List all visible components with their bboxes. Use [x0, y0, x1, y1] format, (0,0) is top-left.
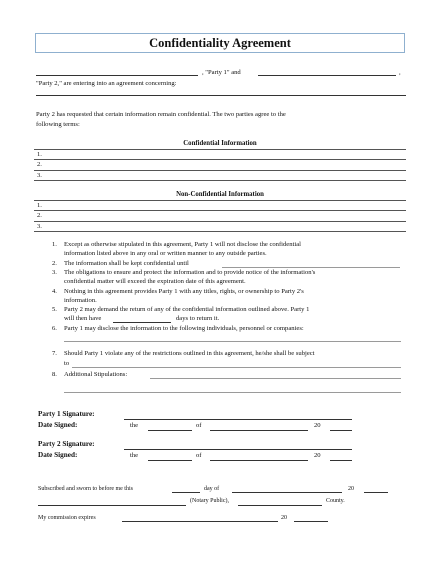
table-row-line	[34, 221, 406, 222]
subscribed-text: Subscribed and sworn to before me this	[38, 486, 133, 492]
paragraph-line1: Party 2 has requested that certain information remain confidential. The two parties agree to the	[36, 111, 286, 118]
until-date-line[interactable]	[222, 267, 400, 268]
conf-row-1[interactable]: 1.	[37, 151, 42, 158]
term-number: 2.	[52, 260, 57, 267]
term-number: 5.	[52, 306, 57, 313]
party1-label: , "Party 1" and	[202, 69, 241, 76]
notary-year-line[interactable]	[364, 492, 388, 493]
disclose-list-line[interactable]	[64, 341, 401, 342]
term-6-line1: Party 1 may disclose the information to the following individuals, personnel or companies:	[64, 325, 304, 332]
party1-year-prefix: 20	[314, 422, 321, 429]
term-number: 7.	[52, 350, 57, 357]
table-row-line	[34, 180, 406, 181]
party1-of: of	[196, 422, 202, 429]
confidential-heading: Confidential Information	[183, 140, 257, 147]
concerning-line[interactable]	[36, 95, 406, 96]
intro-comma: ,	[399, 69, 401, 76]
party1-signature-label: Party 1 Signature:	[38, 410, 95, 418]
term-7-line1: Should Party 1 violate any of the restrictions outlined in this agreement, he/she shall be subject	[64, 350, 315, 357]
party2-day-line[interactable]	[148, 460, 192, 461]
term-5-line2: will then have	[64, 315, 102, 322]
table-top-line	[34, 149, 406, 150]
penalty-line[interactable]	[72, 367, 401, 368]
nonconf-row-2[interactable]: 2.	[37, 212, 42, 219]
term-3-line2: confidential matter will exceed the expiration date of this agreement.	[64, 278, 246, 285]
commission-date-line[interactable]	[122, 521, 278, 522]
party1-signature-line[interactable]	[124, 419, 352, 420]
notary-day-line[interactable]	[172, 492, 200, 493]
term-1-line1: Except as otherwise stipulated in this agreement, Party 1 will not disclose the confidential	[64, 241, 301, 248]
notary-month-line[interactable]	[232, 492, 342, 493]
days-line[interactable]	[113, 322, 171, 323]
conf-row-3[interactable]: 3.	[37, 172, 42, 179]
stipulations-line-2[interactable]	[64, 392, 401, 393]
party1-year-line[interactable]	[330, 430, 352, 431]
party1-day-line[interactable]	[148, 430, 192, 431]
party1-month-line[interactable]	[210, 430, 308, 431]
county-line[interactable]	[238, 505, 322, 506]
party1-date-label: Date Signed:	[38, 421, 78, 429]
title-box	[35, 33, 405, 53]
table-top-line	[34, 200, 406, 201]
party2-the: the	[130, 452, 139, 459]
party2-name-line[interactable]	[258, 75, 396, 76]
term-number: 4.	[52, 288, 57, 295]
county-label: County.	[326, 498, 345, 504]
stipulations-line-1[interactable]	[150, 378, 401, 379]
term-number: 3.	[52, 269, 57, 276]
party1-name-line[interactable]	[36, 75, 198, 76]
nonconf-row-1[interactable]: 1.	[37, 202, 42, 209]
commission-year-line[interactable]	[294, 521, 328, 522]
table-row-line	[34, 159, 406, 160]
intro-line2: "Party 2," are entering into an agreement concerning:	[36, 80, 177, 87]
notary-name-line[interactable]	[38, 505, 186, 506]
party2-year-prefix: 20	[314, 452, 321, 459]
term-7-line2: to	[64, 360, 70, 367]
party2-year-line[interactable]	[330, 460, 352, 461]
conf-row-2[interactable]: 2.	[37, 161, 42, 168]
term-2-line1: The information shall be kept confidential until	[64, 260, 189, 267]
party1-the: the	[130, 422, 139, 429]
term-8-line1: Additional Stipulations:	[64, 371, 128, 378]
table-row-line	[34, 231, 406, 232]
notary-public-label: (Notary Public),	[190, 498, 229, 504]
days-text: days to return it.	[176, 315, 220, 322]
term-1-line2: information listed above in any oral or written manner to any outside parties.	[64, 250, 267, 257]
commission-text: My commission expires	[38, 515, 96, 521]
party2-signature-label: Party 2 Signature:	[38, 440, 95, 448]
term-5-line1: Party 2 may demand the return of any of the confidential information outlined above. Party 1	[64, 306, 310, 313]
party2-of: of	[196, 452, 202, 459]
term-4-line1: Nothing in this agreement provides Party 1 with any titles, rights, or ownership to Party 2's	[64, 288, 304, 295]
term-number: 6.	[52, 325, 57, 332]
non-confidential-heading: Non-Confidential Information	[176, 191, 264, 198]
table-row-line	[34, 170, 406, 171]
notary-year-prefix: 20	[348, 486, 354, 492]
term-number: 8.	[52, 371, 57, 378]
nonconf-row-3[interactable]: 3.	[37, 223, 42, 230]
paragraph-line2: following terms:	[36, 121, 80, 128]
party2-month-line[interactable]	[210, 460, 308, 461]
table-row-line	[34, 210, 406, 211]
term-number: 1.	[52, 241, 57, 248]
commission-year-prefix: 20	[281, 515, 287, 521]
notary-day-of: day of	[204, 486, 220, 492]
party2-signature-line[interactable]	[124, 449, 352, 450]
term-4-line2: information.	[64, 297, 97, 304]
document-title: Confidentiality Agreement	[149, 36, 291, 50]
term-3-line1: The obligations to ensure and protect the information and to provide notice of the information's	[64, 269, 316, 276]
party2-date-label: Date Signed:	[38, 451, 78, 459]
